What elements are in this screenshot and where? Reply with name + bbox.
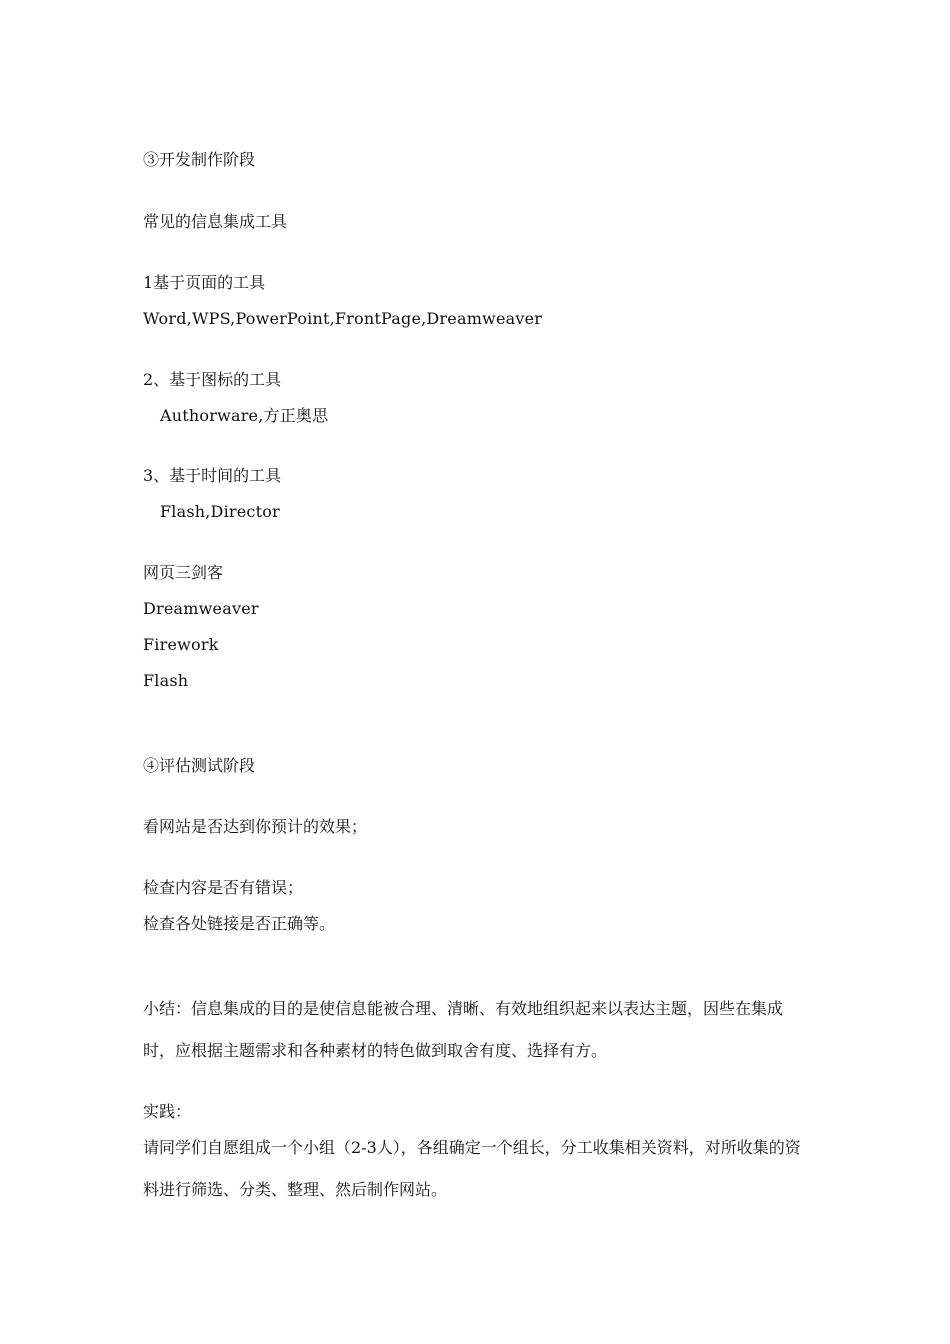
trio-item: Firework — [143, 635, 219, 654]
check-item: 检查各处链接是否正确等。 — [143, 914, 336, 933]
trio-title: 网页三剑客 — [143, 563, 224, 582]
tool2-title: 2、基于图标的工具 — [143, 370, 282, 389]
practice-paragraph: 请同学们自愿组成一个小组（2-3人），各组确定一个组长，分工收集相关资料，对所收集的资料进行筛选、分类、整理、然后制作网站。 — [143, 1138, 801, 1199]
section3-heading: ③开发制作阶段 — [143, 150, 256, 169]
tool1-title: 1基于页面的工具 — [143, 273, 266, 292]
trio-item: Dreamweaver — [143, 599, 259, 618]
tool3-title: 3、基于时间的工具 — [143, 466, 282, 485]
tool3-items: Flash,Director — [160, 502, 280, 521]
tool1-items: Word,WPS,PowerPoint,FrontPage,Dreamweaver — [143, 309, 543, 328]
check-item: 检查内容是否有错误； — [143, 878, 304, 897]
trio-item: Flash — [143, 671, 189, 690]
tool2-items: Authorware,方正奥思 — [160, 406, 329, 425]
check-item: 看网站是否达到你预计的效果； — [143, 817, 368, 836]
practice-title: 实践： — [143, 1102, 192, 1121]
section4-heading: ④评估测试阶段 — [143, 756, 256, 775]
summary-paragraph: 小结：信息集成的目的是使信息能被合理、清晰、有效地组织起来以表达主题，因些在集成时，应根据主题需求和各种素材的特色做到取舍有度、选择有方。 — [143, 999, 784, 1060]
tools-title: 常见的信息集成工具 — [143, 212, 288, 231]
